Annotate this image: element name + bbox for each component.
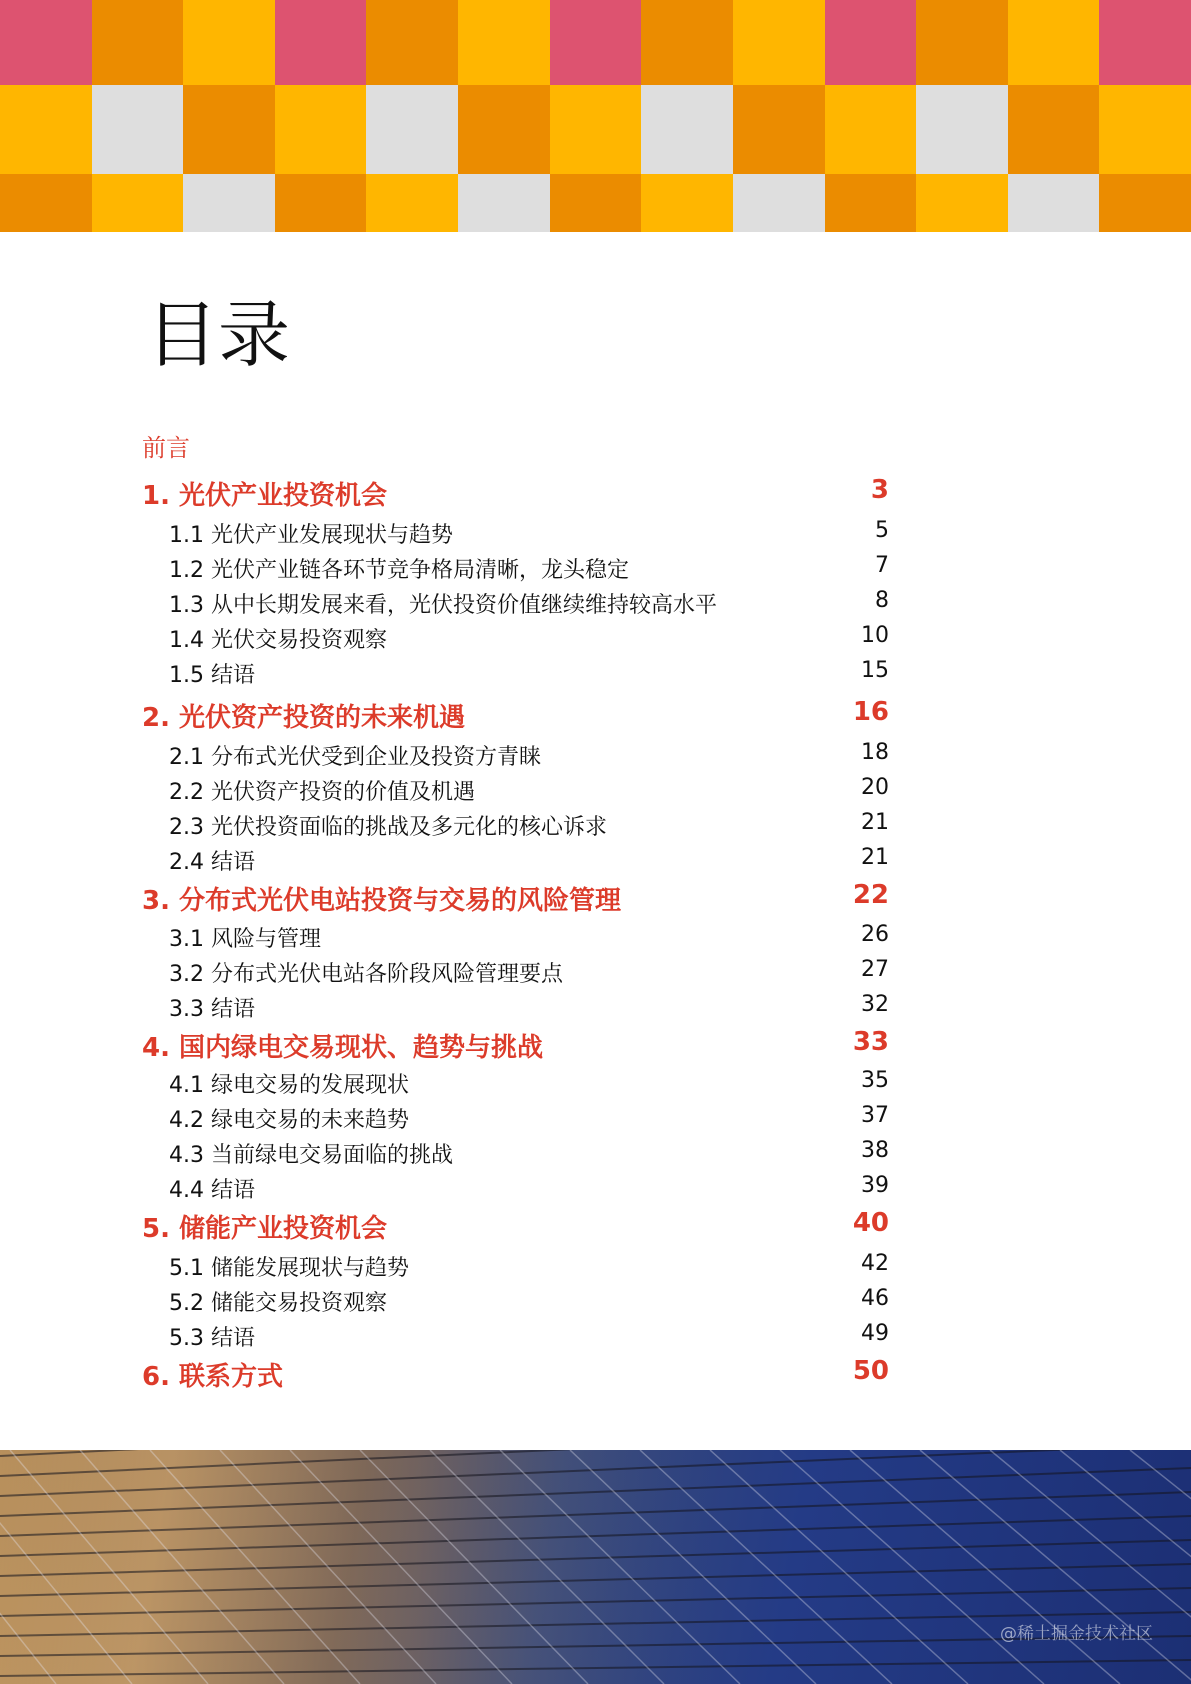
toc-page-number: 37 bbox=[861, 1103, 889, 1128]
toc-section-row[interactable] bbox=[0, 1103, 1191, 1139]
toc-entry-title: 3.3 结语 bbox=[169, 997, 255, 1022]
toc-page-number: 27 bbox=[861, 957, 889, 982]
solar-panel-photo bbox=[0, 1450, 1191, 1684]
toc-page-number: 42 bbox=[861, 1251, 889, 1276]
toc-section-row[interactable] bbox=[0, 922, 1191, 958]
watermark: @稀土掘金技术社区 bbox=[1000, 1624, 1153, 1644]
toc-section-row[interactable] bbox=[0, 957, 1191, 993]
toc-entry-title: 5.2 储能交易投资观察 bbox=[169, 1291, 387, 1316]
toc-page-number: 8 bbox=[875, 588, 889, 613]
toc-entry-title: 2. 光伏资产投资的未来机遇 bbox=[142, 703, 466, 733]
toc-chapter-row[interactable] bbox=[0, 697, 1191, 733]
toc-section-row[interactable] bbox=[0, 1138, 1191, 1174]
toc-page-number: 18 bbox=[861, 740, 889, 765]
toc-section-row[interactable] bbox=[0, 658, 1191, 694]
toc-entry-title: 1. 光伏产业投资机会 bbox=[142, 481, 388, 511]
toc-chapter-row[interactable] bbox=[0, 475, 1191, 511]
toc-page-number: 3 bbox=[870, 475, 889, 505]
toc-page-number: 22 bbox=[852, 880, 889, 910]
toc-entry-title: 1.3 从中长期发展来看，光伏投资价值继续维持较高水平 bbox=[169, 593, 717, 618]
toc-chapter-row[interactable] bbox=[0, 1208, 1191, 1244]
toc-section-row[interactable] bbox=[0, 1321, 1191, 1357]
toc-entry-title: 5. 储能产业投资机会 bbox=[142, 1214, 388, 1244]
toc-entry-title: 1.4 光伏交易投资观察 bbox=[169, 628, 387, 653]
toc-page-number: 5 bbox=[875, 518, 889, 543]
toc-chapter-row[interactable] bbox=[0, 1356, 1191, 1392]
toc-entry-title: 2.3 光伏投资面临的挑战及多元化的核心诉求 bbox=[169, 815, 607, 840]
toc-page-number: 32 bbox=[861, 992, 889, 1017]
toc-section-row[interactable] bbox=[0, 1068, 1191, 1104]
toc-section-row[interactable] bbox=[0, 992, 1191, 1028]
toc-entry-title: 5.3 结语 bbox=[169, 1326, 255, 1351]
toc-section-row[interactable] bbox=[0, 1286, 1191, 1322]
toc-section-row[interactable] bbox=[0, 845, 1191, 881]
toc-entry-title: 5.1 储能发展现状与趋势 bbox=[169, 1256, 409, 1281]
toc-chapter-row[interactable] bbox=[0, 880, 1191, 916]
toc-page-number: 21 bbox=[861, 810, 889, 835]
toc-entry-title: 2.2 光伏资产投资的价值及机遇 bbox=[169, 780, 475, 805]
toc-section-row[interactable] bbox=[0, 810, 1191, 846]
toc-page-number: 35 bbox=[861, 1068, 889, 1093]
toc-page-number: 16 bbox=[852, 697, 889, 727]
toc-page-number: 50 bbox=[852, 1356, 889, 1386]
toc-entry-title: 1.5 结语 bbox=[169, 663, 255, 688]
solar-panel-grid-icon bbox=[0, 1450, 1191, 1684]
toc-section-row[interactable] bbox=[0, 518, 1191, 554]
toc-entry-title: 3. 分布式光伏电站投资与交易的风险管理 bbox=[142, 886, 622, 916]
toc-entry-title: 6. 联系方式 bbox=[142, 1362, 284, 1392]
toc-page-number: 33 bbox=[852, 1027, 889, 1057]
toc-page-number: 46 bbox=[861, 1286, 889, 1311]
toc-section-row[interactable] bbox=[0, 1173, 1191, 1209]
toc-section-row[interactable] bbox=[0, 1251, 1191, 1287]
toc-chapter-row[interactable] bbox=[0, 1027, 1191, 1063]
toc-page-number: 49 bbox=[861, 1321, 889, 1346]
toc-entry-title: 2.4 结语 bbox=[169, 850, 255, 875]
toc-entry-title: 前言 bbox=[142, 434, 190, 462]
toc-page-number: 26 bbox=[861, 922, 889, 947]
toc-page-number: 40 bbox=[852, 1208, 889, 1238]
toc-section-row[interactable] bbox=[0, 553, 1191, 589]
toc-page-number: 15 bbox=[861, 658, 889, 683]
toc-entry-title: 4.4 结语 bbox=[169, 1178, 255, 1203]
toc-page-number: 38 bbox=[861, 1138, 889, 1163]
toc-page-number: 21 bbox=[861, 845, 889, 870]
toc-page-number: 39 bbox=[861, 1173, 889, 1198]
toc-page-number: 10 bbox=[861, 623, 889, 648]
toc-entry-title: 3.1 风险与管理 bbox=[169, 927, 321, 952]
toc-entry-title: 4.2 绿电交易的未来趋势 bbox=[169, 1108, 409, 1133]
toc-section-row[interactable] bbox=[0, 775, 1191, 811]
toc-page-number: 20 bbox=[861, 775, 889, 800]
toc-entry-title: 4.1 绿电交易的发展现状 bbox=[169, 1073, 409, 1098]
toc-entry-title: 1.2 光伏产业链各环节竞争格局清晰，龙头稳定 bbox=[169, 558, 629, 583]
toc-entry-title: 4. 国内绿电交易现状、趋势与挑战 bbox=[142, 1033, 544, 1063]
toc-entry-title: 3.2 分布式光伏电站各阶段风险管理要点 bbox=[169, 962, 563, 987]
toc-section-row[interactable] bbox=[0, 740, 1191, 776]
page-title: 目录 bbox=[146, 293, 291, 377]
toc-page-number: 7 bbox=[875, 553, 889, 578]
toc-preface-row[interactable] bbox=[0, 428, 1191, 464]
toc-section-row[interactable] bbox=[0, 623, 1191, 659]
toc-entry-title: 1.1 光伏产业发展现状与趋势 bbox=[169, 523, 453, 548]
toc-entry-title: 2.1 分布式光伏受到企业及投资方青睐 bbox=[169, 745, 541, 770]
toc-entry-title: 4.3 当前绿电交易面临的挑战 bbox=[169, 1143, 453, 1168]
toc-section-row[interactable] bbox=[0, 588, 1191, 624]
